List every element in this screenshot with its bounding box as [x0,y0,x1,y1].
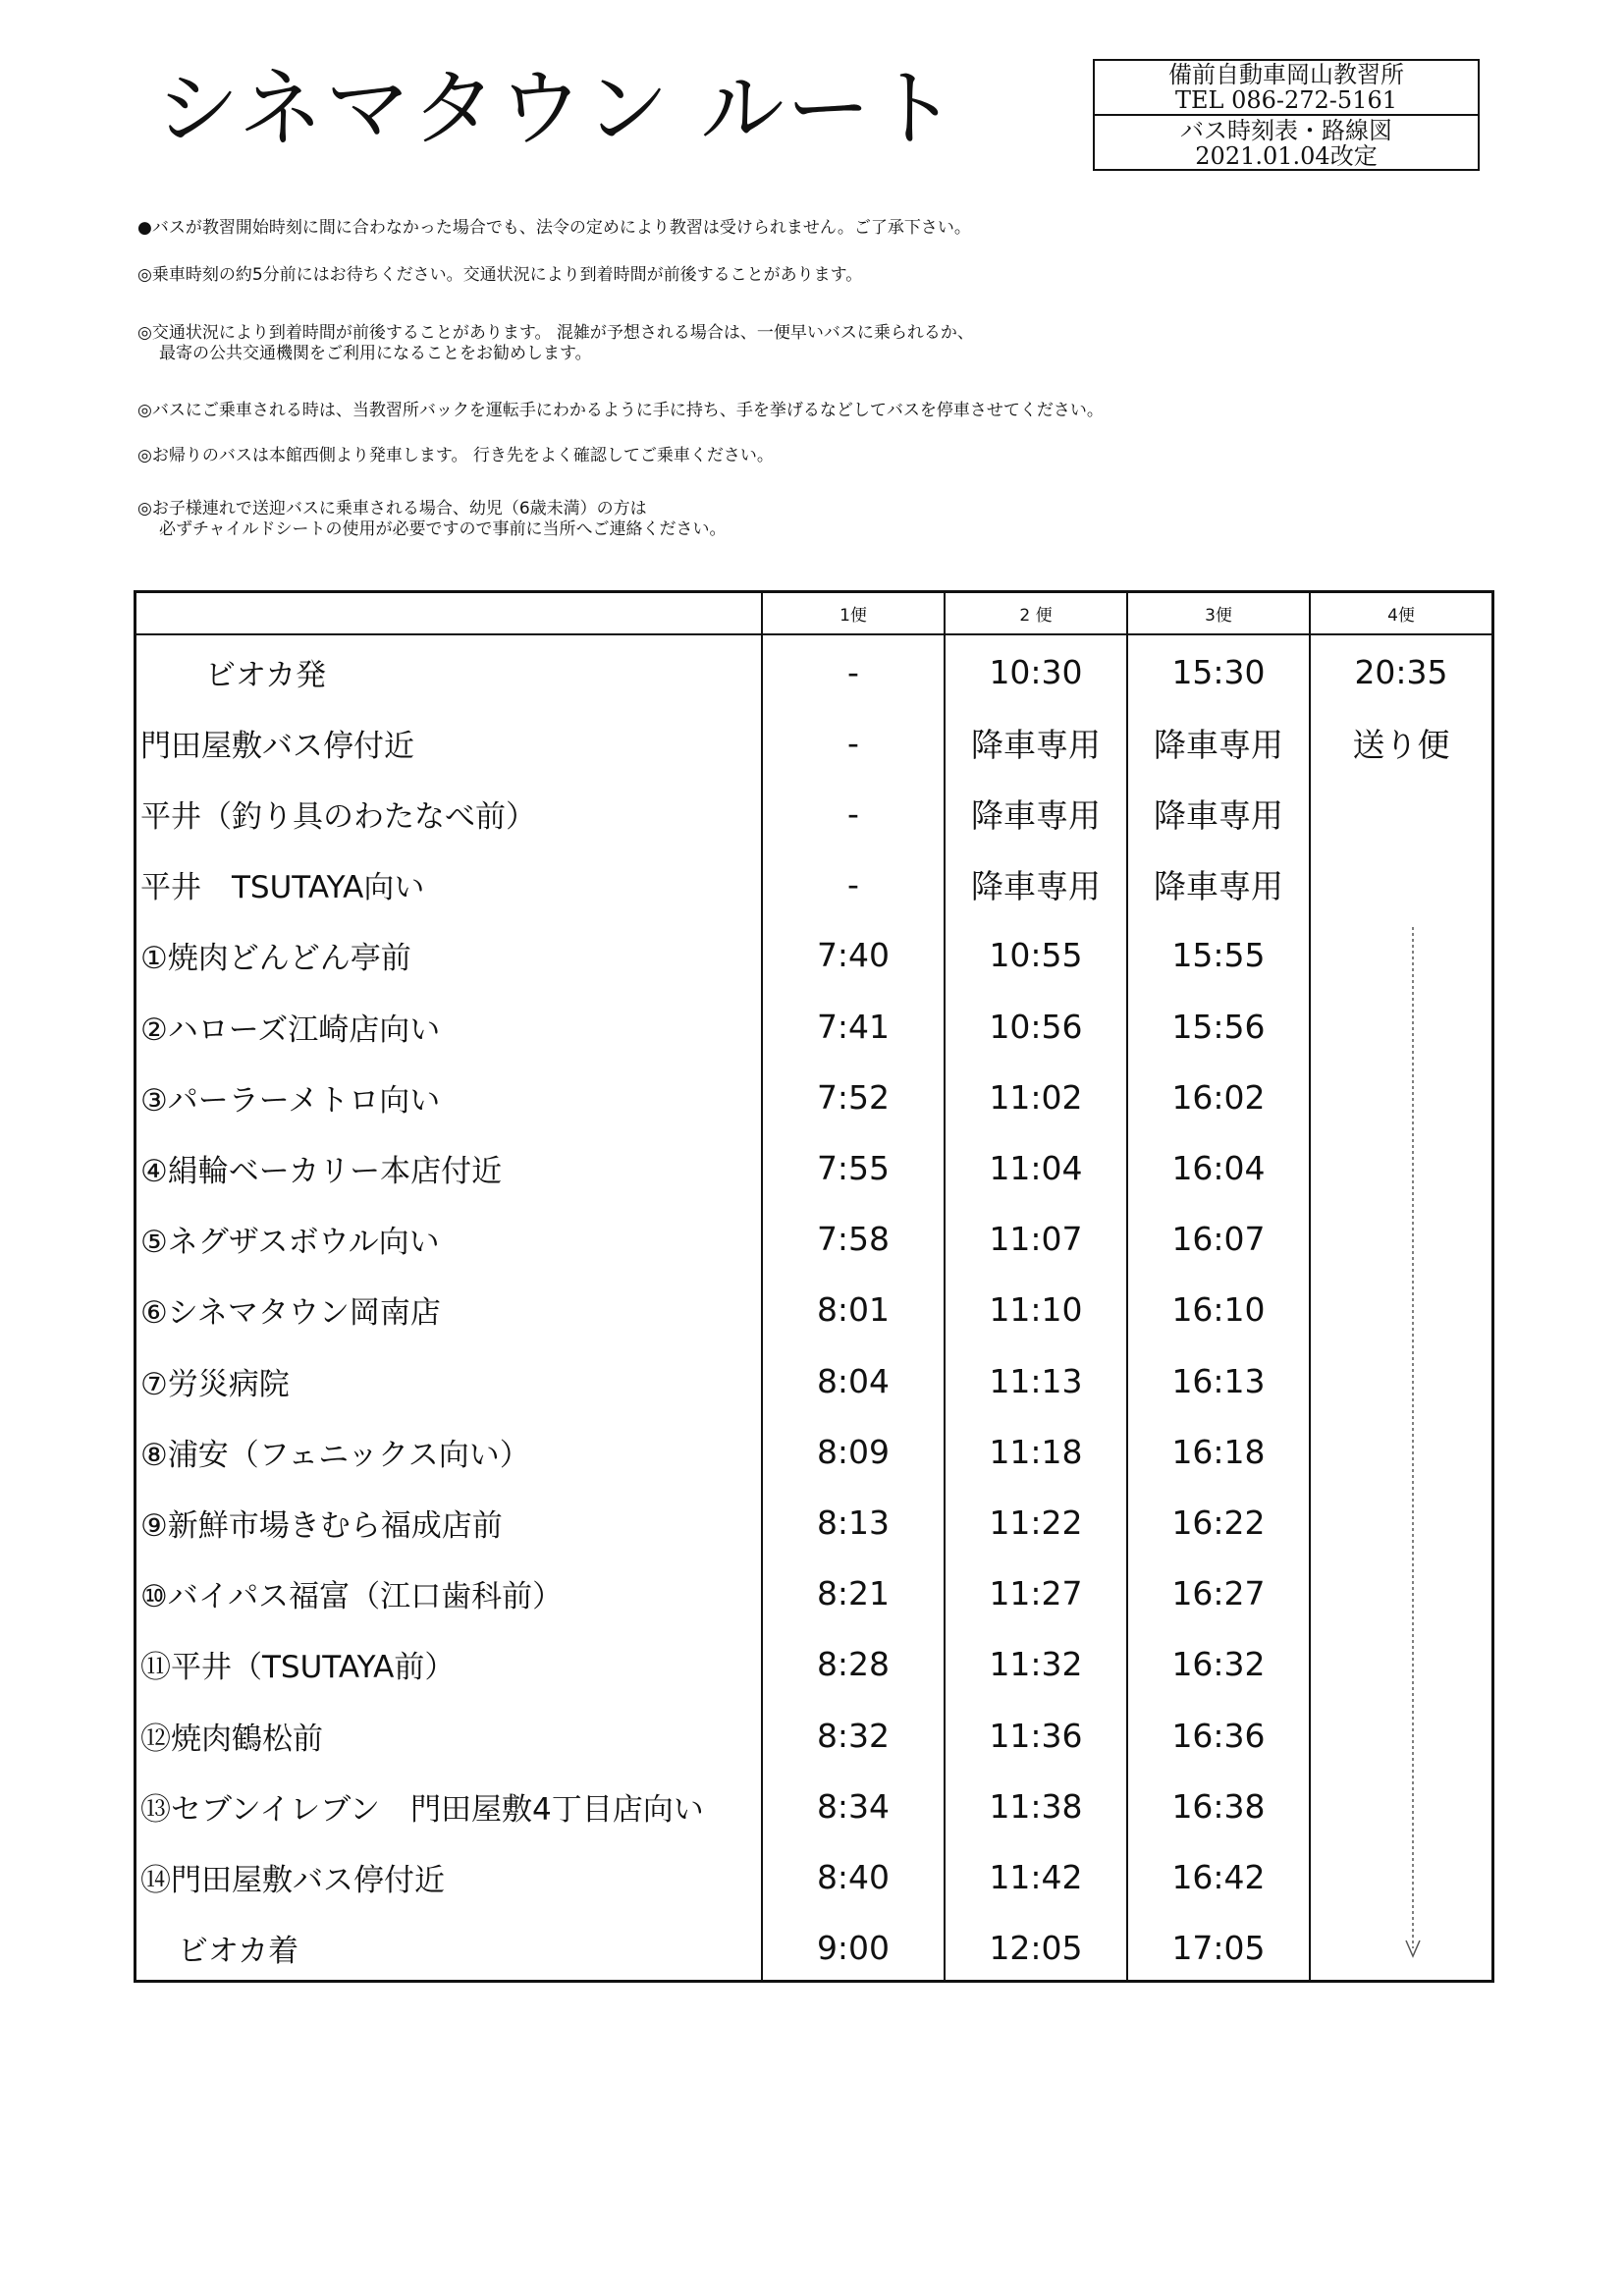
time-cell-trip-2: 11:38 [989,1786,1083,1826]
time-cell-trip-4 [1311,1487,1491,1558]
stop-name: ①焼肉どんどん亭前 [140,941,411,977]
time-cell-trip-1: 7:52 [816,1077,891,1117]
stop-name: 平井 TSUTAYA向い [140,870,425,906]
time-cell-trip-3: 16:27 [1171,1574,1266,1613]
time-cell-trip-1: 9:00 [816,1929,891,1968]
time-cell-trip-4: 送り便 [1352,725,1450,764]
notice-item: ◎お帰りのバスは本館西側より発車します。 行き先をよく確認してご乗車ください。 [137,446,774,465]
table-row [136,1629,1491,1700]
table-row [136,1771,1491,1841]
revision-date: 2021.01.04改定 [1195,142,1378,170]
time-cell-trip-4 [1311,1132,1491,1203]
time-cell-trip-4 [1311,1913,1491,1984]
stop-name: ⑪平井（TSUTAYA前） [140,1650,456,1686]
time-cell-trip-4 [1311,1204,1491,1275]
school-info-box [1093,59,1480,171]
column-header-trip-2: 2 便 [1019,606,1053,626]
time-cell-trip-3: 16:10 [1171,1290,1266,1330]
time-cell-trip-2: 降車専用 [971,725,1101,764]
header-divider [136,633,1491,635]
column-header-trip-4: 4便 [1387,606,1415,626]
time-cell-trip-3: 16:02 [1171,1077,1266,1117]
time-cell-trip-1: 8:13 [816,1503,891,1542]
stop-name: ⑬セブンイレブン 門田屋敷4丁目店向い [140,1791,704,1828]
column-header-trip-3: 3便 [1205,606,1232,626]
table-row [136,1416,1491,1487]
time-cell-trip-2: 11:07 [989,1220,1083,1259]
time-cell-trip-4: 20:35 [1354,652,1448,691]
time-cell-trip-3: 16:13 [1171,1361,1266,1400]
time-cell-trip-1: 8:01 [816,1290,891,1330]
table-row [136,1275,1491,1345]
time-cell-trip-1: - [847,865,859,904]
time-cell-trip-1: 8:32 [816,1716,891,1755]
time-cell-trip-2: 11:36 [989,1716,1083,1755]
time-cell-trip-3: 16:42 [1171,1857,1266,1896]
stop-name: ④絹輪ベーカリー本店付近 [140,1153,503,1189]
time-cell-trip-1: 7:55 [816,1148,891,1187]
stop-name: ビオカ発 [205,657,327,693]
stop-name: 門田屋敷バス停付近 [140,728,414,764]
time-cell-trip-4 [1311,991,1491,1062]
time-cell-trip-1: 7:41 [816,1007,891,1046]
time-cell-trip-4 [1311,1558,1491,1629]
time-cell-trip-2: 11:32 [989,1645,1083,1684]
table-row [136,920,1491,991]
table-row [136,1700,1491,1771]
time-cell-trip-3: 15:56 [1171,1007,1266,1046]
stop-name: ③パーラーメトロ向い [140,1082,441,1119]
table-row [136,1487,1491,1558]
stop-name: ⑭門田屋敷バス停付近 [140,1862,445,1898]
time-cell-trip-3: 降車専用 [1154,725,1283,764]
time-cell-trip-2: 11:13 [989,1361,1083,1400]
table-row [136,991,1491,1062]
page-title: シネマタウン ルート [155,60,959,158]
time-cell-trip-1: - [847,652,859,691]
time-cell-trip-1: 8:28 [816,1645,891,1684]
time-cell-trip-4 [1311,1771,1491,1841]
time-cell-trip-1: 7:58 [816,1220,891,1259]
time-cell-trip-3: 16:32 [1171,1645,1266,1684]
notice-item: ◎交通状況により到着時間が前後することがあります。 混雑が予想される場合は、一便早いバスに乗られるか、 最寄の公共交通機関をご利用になることをお勧めします。 [137,323,974,363]
table-row [136,849,1491,920]
table-row [136,1062,1491,1132]
table-row [136,1345,1491,1416]
time-cell-trip-1: - [847,723,859,762]
notice-item: ◎乗車時刻の約5分前にはお待ちください。交通状況により到着時間が前後することがあります。 [137,265,863,285]
table-row [136,636,1491,707]
column-header-trip-1: 1便 [839,606,867,626]
time-cell-trip-3: 17:05 [1171,1929,1266,1968]
time-cell-trip-2: 10:56 [989,1007,1083,1046]
time-cell-trip-4 [1311,1700,1491,1771]
stop-name: ビオカ着 [178,1934,299,1970]
time-cell-trip-1: 8:04 [816,1361,891,1400]
time-cell-trip-2: 11:02 [989,1077,1083,1117]
table-row [136,1913,1491,1984]
time-cell-trip-4 [1311,1629,1491,1700]
time-cell-trip-4 [1311,849,1491,920]
time-cell-trip-2: 11:10 [989,1290,1083,1330]
table-row [136,707,1491,778]
time-cell-trip-2: 11:04 [989,1148,1083,1187]
time-cell-trip-2: 11:22 [989,1503,1083,1542]
stop-name: ⑥シネマタウン岡南店 [140,1295,441,1332]
time-cell-trip-1: 8:09 [816,1432,891,1471]
time-cell-trip-4 [1311,920,1491,991]
table-row [136,1558,1491,1629]
time-cell-trip-2: 10:30 [989,652,1083,691]
time-cell-trip-2: 11:42 [989,1857,1083,1896]
time-cell-trip-3: 16:22 [1171,1503,1266,1542]
stop-name: ⑨新鮮市場きむら福成店前 [140,1507,503,1544]
document-type: バス時刻表・路線図 [1180,117,1392,144]
time-cell-trip-4 [1311,1345,1491,1416]
stop-name: ②ハローズ江崎店向い [140,1011,441,1048]
revision-block [1095,116,1478,171]
time-cell-trip-3: 16:18 [1171,1432,1266,1471]
time-cell-trip-2: 10:55 [989,936,1083,975]
time-cell-trip-1: 8:21 [816,1574,891,1613]
time-cell-trip-4 [1311,1416,1491,1487]
time-cell-trip-3: 15:30 [1171,652,1266,691]
dashed-down-arrow-icon [1403,927,1423,1963]
table-row [136,1841,1491,1912]
time-cell-trip-2: 12:05 [989,1929,1083,1968]
notice-item: ◎バスにご乗車される時は、当教習所バックを運転手にわかるように手に持ち、手を挙げるなどしてバスを停車させてください。 [137,401,1104,420]
stop-name: ⑫焼肉鶴松前 [140,1721,323,1757]
time-cell-trip-1: 8:40 [816,1857,891,1896]
time-cell-trip-1: - [847,793,859,833]
time-cell-trip-1: 7:40 [816,936,891,975]
stop-name: 平井（釣り具のわたなべ前） [140,798,536,835]
time-cell-trip-1: 8:34 [816,1786,891,1826]
time-cell-trip-3: 15:55 [1171,936,1266,975]
time-cell-trip-2: 11:27 [989,1574,1083,1613]
stop-name: ⑩バイパス福富（江口歯科前） [140,1579,564,1615]
phone-number: TEL 086-272-5161 [1174,86,1397,114]
notice-item: ●バスが教習開始時刻に間に合わなかった場合でも、法令の定めにより教習は受けられません。ご了承下さい。 [137,218,971,238]
time-cell-trip-3: 降車専用 [1154,795,1283,835]
time-cell-trip-3: 16:04 [1171,1148,1266,1187]
table-row [136,1204,1491,1275]
time-cell-trip-4 [1311,778,1491,848]
table-row [136,778,1491,848]
school-name: 備前自動車岡山教習所 [1168,61,1404,88]
time-cell-trip-4 [1311,1275,1491,1345]
time-cell-trip-3: 16:36 [1171,1716,1266,1755]
contact-block [1095,61,1478,116]
time-cell-trip-4 [1311,1062,1491,1132]
stop-name: ⑤ネグザスボウル向い [140,1225,440,1261]
time-cell-trip-3: 降車専用 [1154,867,1283,906]
time-cell-trip-3: 16:38 [1171,1786,1266,1826]
time-cell-trip-3: 16:07 [1171,1220,1266,1259]
time-cell-trip-4 [1311,1841,1491,1912]
stop-name: ⑦労災病院 [140,1366,290,1402]
table-row [136,1132,1491,1203]
time-cell-trip-2: 降車専用 [971,867,1101,906]
stop-name: ⑧浦安（フェニックス向い） [140,1437,530,1473]
time-cell-trip-2: 降車専用 [971,795,1101,835]
bus-timetable [134,590,1494,1983]
notice-item: ◎お子様連れで送迎バスに乗車される場合、幼児（6歳未満）の方は 必ずチャイルドシートの使用が必要ですので事前に当所へご連絡ください。 [137,499,727,539]
time-cell-trip-2: 11:18 [989,1432,1083,1471]
